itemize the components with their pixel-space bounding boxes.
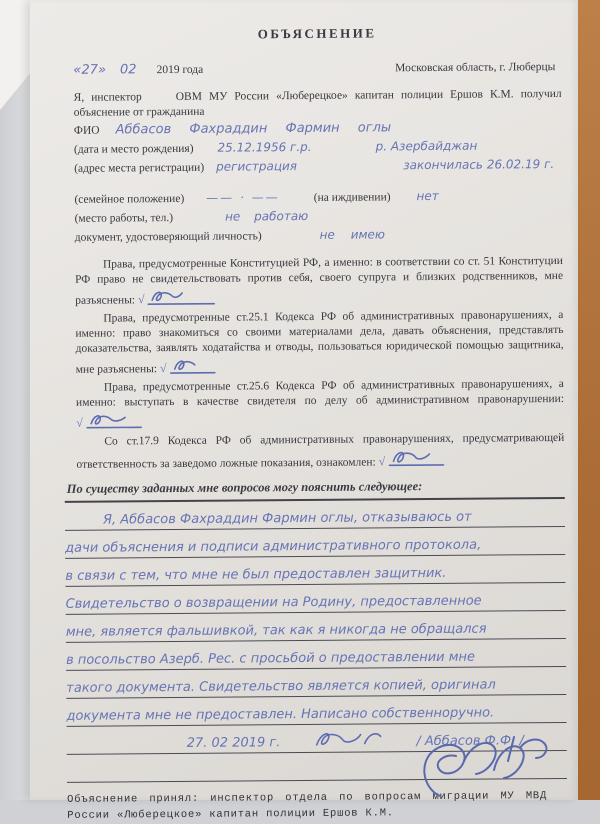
- ruled-line: [66, 667, 566, 699]
- wooden-desk-edge: [577, 0, 600, 800]
- signature-initials-icon: [387, 447, 447, 469]
- birth-date-handwritten: 25.12.1956 г.р.: [217, 140, 311, 156]
- check-mark: √: [138, 292, 145, 306]
- rights-text: Со ст.17.9 Кодекса РФ об административных правонарушениях, предусматривающей ответственность за заведомо ложные показания, ознакомлен:: [76, 432, 564, 471]
- statement-line-handwritten: дачи объяснения и подписи административного протокола,: [65, 538, 481, 558]
- field-work: [75, 207, 563, 228]
- statement-line-handwritten: в связи с тем, что мне не был предоставлен защитник.: [65, 566, 446, 586]
- birth-place-handwritten: р. Азербайджан: [376, 139, 478, 155]
- rights-section: [75, 254, 565, 473]
- ruled-line: [65, 499, 565, 531]
- ruled-line: [65, 527, 565, 559]
- signature-initials-icon: [85, 410, 145, 430]
- statement-line-handwritten: документа мне не предоставлен. Написано собственноручно.: [66, 706, 494, 726]
- consent-mark: [76, 417, 145, 430]
- ruled-line: [66, 639, 566, 671]
- address-value-2-handwritten: закончилась 26.02.19 г.: [403, 157, 554, 173]
- ruled-line: [66, 695, 566, 727]
- rights-paragraph-constitution: [75, 254, 563, 309]
- date-year: 2019 года: [156, 63, 203, 78]
- family-label: (семейное положение): [74, 192, 184, 208]
- statement-line-handwritten: такого документа. Свидетельство является копией, оригинал: [66, 678, 496, 698]
- birth-label: (дата и место рождения): [74, 142, 194, 158]
- consent-mark: [160, 363, 219, 375]
- field-family: [74, 188, 562, 209]
- consent-mark: [138, 294, 219, 307]
- ruled-line: [66, 611, 566, 643]
- intro-part2: ОВМ МУ России «Люберецкое» капитан полиции Ершов К.М. получил объяснение от гражданина: [74, 88, 562, 119]
- address-label: (адрес места регистрации): [74, 161, 204, 177]
- rights-paragraph-25-6: [76, 377, 564, 432]
- check-mark: √: [76, 416, 83, 430]
- field-fio: [74, 119, 562, 140]
- rights-text: Права, предусмотренные ст.25.6 Кодекса РФ об административных правонарушениях, а именно: выступать в качестве свидетеля по делу об административном правонарушении:: [76, 378, 564, 409]
- rights-paragraph-17-9: [76, 431, 564, 473]
- statement-line-handwritten: в посольство Азерб. Рес. с просьбой о предоставлении мне: [66, 650, 475, 670]
- date-row: [73, 59, 561, 79]
- address-value-1-handwritten: регистрация: [216, 159, 297, 175]
- document-page: [30, 0, 578, 800]
- intro-paragraph: [74, 87, 562, 121]
- date-month-handwritten: 02: [120, 62, 137, 77]
- id-document-value-handwritten: не имею: [320, 227, 386, 243]
- inspector-signature-icon: [410, 734, 560, 806]
- date-day-handwritten: «27»: [73, 63, 106, 78]
- consent-mark: [379, 456, 448, 469]
- fio-value-handwritten: Аббасов Фахраддин Фармин оглы: [116, 120, 392, 137]
- document-location: Московская область, г. Люберцы: [395, 60, 555, 76]
- statement-line-handwritten: Свидетельство о возвращении на Родину, предоставленное: [66, 594, 482, 614]
- ruled-line: [65, 555, 565, 587]
- spacer: [74, 174, 562, 190]
- rights-text: Права, предусмотренные Конституцией РФ, а именно: в соответствии со ст. 51 Конституции РФ право не свидетельствовать против себя, своего супруга и близких родственников, мне разъяснены:: [75, 255, 563, 307]
- statement-line-handwritten: мне, является фальшивкой, так как я никогда не обращался: [66, 622, 487, 642]
- dependents-label: (на иждивении): [314, 190, 391, 206]
- declarant-signature-icon: [308, 727, 382, 752]
- signature-initials-icon: [146, 287, 218, 308]
- rights-paragraph-25-1: [75, 308, 564, 378]
- statement-date-handwritten: 27. 02 2019 г.: [187, 735, 281, 753]
- id-document-label: документ, удостоверяющий личность): [75, 229, 262, 245]
- intro-part1: Я, инспектор: [74, 91, 142, 104]
- check-mark: √: [160, 361, 167, 375]
- statement-line-handwritten: Я, Аббасов Фахраддин Фармин оглы, отказываюсь от: [65, 510, 472, 530]
- ruled-line: [65, 583, 565, 615]
- work-value-handwritten: не работаю: [225, 209, 308, 225]
- field-birth: [74, 138, 562, 159]
- family-value-handwritten: —— · ——: [206, 190, 280, 206]
- fio-label: ФИО: [74, 124, 100, 139]
- rights-text: Права, предусмотренные ст.25.1 Кодекса РФ об административных правонарушениях, а именно: право знакомиться со своими материалами дела, давать объяснения, представлять доказательства, заявлять ходатайства и отводы, пользоваться юридической помощью защитника, мне разъяснены:: [75, 309, 563, 376]
- dependents-value-handwritten: нет: [416, 189, 438, 204]
- signature-initials-icon: [168, 356, 218, 376]
- declarant-name-handwritten: / Аббасов Ф.Ф. /: [416, 733, 524, 751]
- document-content: [27, 0, 581, 802]
- check-mark: √: [379, 454, 386, 468]
- statement-heading: По существу заданных мне вопросов могу пояснить следующее:: [65, 478, 565, 503]
- work-label: (место работы, тел.): [75, 211, 174, 227]
- footer-accepted-by: Объяснение принял: инспектор отдела по вопросам миграции МУ МВД России «Люберецкое» капитан полиции Ершов К.М.: [67, 788, 547, 824]
- document-title: ОБЪЯСНЕНИЕ: [73, 24, 561, 43]
